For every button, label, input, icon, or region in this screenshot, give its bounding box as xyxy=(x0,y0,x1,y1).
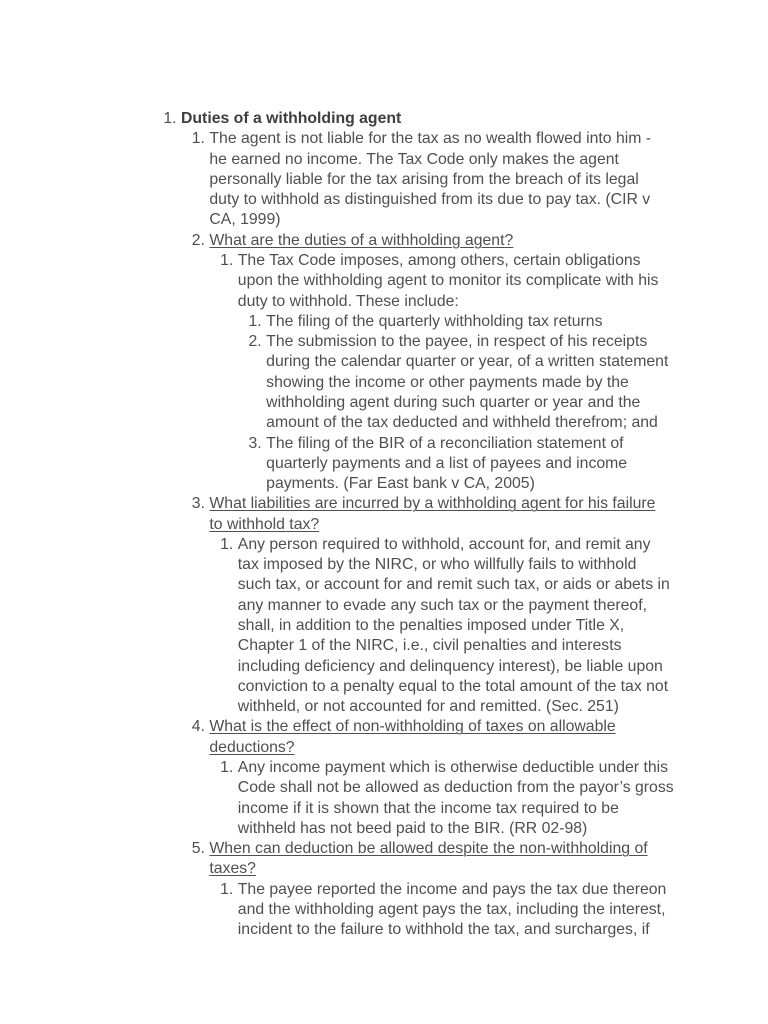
text-line: The filing of the quarterly withholding tax returns xyxy=(266,312,603,330)
question-text: deductions? xyxy=(209,738,295,756)
question-text: What is the effect of non-withholding of taxes on allowable xyxy=(209,718,616,736)
text-line: withholding agent during such quarter or year and the xyxy=(266,393,641,411)
heading-text: Duties of a withholding agent xyxy=(181,110,402,127)
answer-text xyxy=(238,880,674,941)
text-line: withheld, or not accounted for and remitted. (Sec. 251) xyxy=(237,698,619,716)
outline-subpoint xyxy=(248,434,673,495)
question-heading xyxy=(209,231,673,251)
text-line: duty to withhold. These include: xyxy=(237,292,459,310)
answer-list xyxy=(220,535,674,718)
outline-topic xyxy=(191,494,673,717)
list-number: 3. xyxy=(191,495,205,513)
answer-text xyxy=(238,251,674,312)
question-text: When can deduction be allowed despite the non-withholding of xyxy=(209,840,648,858)
outline-section xyxy=(163,109,674,941)
answer-list xyxy=(220,880,674,941)
answer-list xyxy=(220,758,674,839)
list-number: 1. xyxy=(163,110,177,127)
list-number: 1. xyxy=(220,251,234,269)
text-line: during the calendar quarter or year, of a written statement xyxy=(266,353,669,371)
question-heading xyxy=(209,839,673,880)
list-number: 5. xyxy=(191,840,205,858)
subpoint-text xyxy=(266,312,673,332)
text-line: Any person required to withhold, account for, and remit any xyxy=(237,535,651,553)
question-line xyxy=(209,859,673,879)
question-text: to withhold tax? xyxy=(209,515,320,533)
outline-subpoint xyxy=(248,332,673,433)
text-line: The submission to the payee, in respect of his receipts xyxy=(266,333,648,351)
text-line: incident to the failure to withhold the tax, and surcharges, if xyxy=(237,921,650,939)
outline-list xyxy=(163,109,674,941)
text-line: income if it is shown that the income tax required to be xyxy=(237,799,619,817)
text-line: The filing of the BIR of a reconciliation statement of xyxy=(266,434,624,452)
outline-answer xyxy=(220,758,674,839)
subpoint-text xyxy=(266,434,673,495)
question-text: What are the duties of a withholding agent? xyxy=(209,231,514,249)
text-line: such tax, or account for and remit such tax, or aids or abets in xyxy=(237,576,670,594)
text-line: upon the withholding agent to monitor its complicate with his xyxy=(237,272,659,290)
question-heading xyxy=(209,494,673,535)
text-line: Code shall not be allowed as deduction from the payor’s gross xyxy=(237,779,674,797)
text-line: The payee reported the income and pays the tax due thereon xyxy=(237,880,667,898)
outline-answer xyxy=(220,880,674,941)
question-text: What liabilities are incurred by a withholding agent for his failure xyxy=(209,495,656,513)
question-line xyxy=(209,738,673,758)
outline-topic xyxy=(191,231,673,495)
outline-subpoint xyxy=(248,312,673,332)
subpoint-text xyxy=(266,332,673,433)
outline-topic xyxy=(191,129,673,230)
text-line: tax imposed by the NIRC, or who willfully fails to withhold xyxy=(237,556,637,574)
list-number: 4. xyxy=(191,718,205,736)
text-line: showing the income or other payments made by the xyxy=(266,373,629,391)
outline-topic xyxy=(191,839,673,940)
question-line xyxy=(209,515,673,535)
text-line: quarterly payments and a list of payees and income xyxy=(266,454,628,472)
topic-text xyxy=(209,129,673,230)
outline-answer xyxy=(220,535,674,718)
question-line xyxy=(209,231,673,251)
list-number: 2. xyxy=(248,333,262,351)
list-number: 2. xyxy=(191,231,205,249)
outline-topic xyxy=(191,717,674,839)
text-line: The Tax Code imposes, among others, certain obligations xyxy=(237,251,641,269)
text-line: CA, 1999) xyxy=(209,211,281,229)
text-line: The agent is not liable for the tax as no wealth flowed into him - xyxy=(209,130,652,148)
text-line: payments. (Far East bank v CA, 2005) xyxy=(266,475,535,493)
list-number: 1. xyxy=(220,759,234,776)
text-line: withheld has not beed paid to the BIR. (RR 02-98) xyxy=(237,819,588,837)
text-line: Chapter 1 of the NIRC, i.e., civil penalties and interests xyxy=(237,637,622,655)
list-number: 1. xyxy=(191,130,205,148)
question-line xyxy=(209,494,673,514)
text-line: any manner to evade any such tax or the payment thereof, xyxy=(237,596,647,614)
list-number: 1. xyxy=(220,880,234,898)
question-heading xyxy=(209,717,673,758)
question-line xyxy=(209,717,673,737)
question-text: taxes? xyxy=(209,860,256,878)
text-line: including deficiency and delinquency interest), be liable upon xyxy=(237,657,663,675)
list-number: 1. xyxy=(248,312,262,330)
subpoint-list xyxy=(248,312,673,495)
text-line: duty to withhold as distinguished from its due to pay tax. (CIR v xyxy=(209,191,651,209)
list-number: 3. xyxy=(248,434,262,452)
text-line: and the withholding agent pays the tax, including the interest, xyxy=(237,900,666,918)
question-line xyxy=(209,839,673,859)
text-line: personally liable for the tax arising from the breach of its legal xyxy=(209,170,639,188)
answer-text xyxy=(238,535,674,718)
text-line: Any income payment which is otherwise deductible under this xyxy=(237,759,669,776)
text-line: he earned no income. The Tax Code only makes the agent xyxy=(209,150,619,168)
answer-list xyxy=(220,251,674,494)
text-line: amount of the tax deducted and withheld therefrom; and xyxy=(266,414,658,432)
topic-list xyxy=(191,129,674,940)
answer-text xyxy=(238,758,674,839)
section-heading xyxy=(181,109,674,129)
list-number: 1. xyxy=(220,535,234,553)
outline-answer xyxy=(220,251,674,494)
text-line: conviction to a penalty equal to the total amount of the tax not xyxy=(237,677,669,695)
text-line: shall, in addition to the penalties imposed under Title X, xyxy=(237,617,625,635)
